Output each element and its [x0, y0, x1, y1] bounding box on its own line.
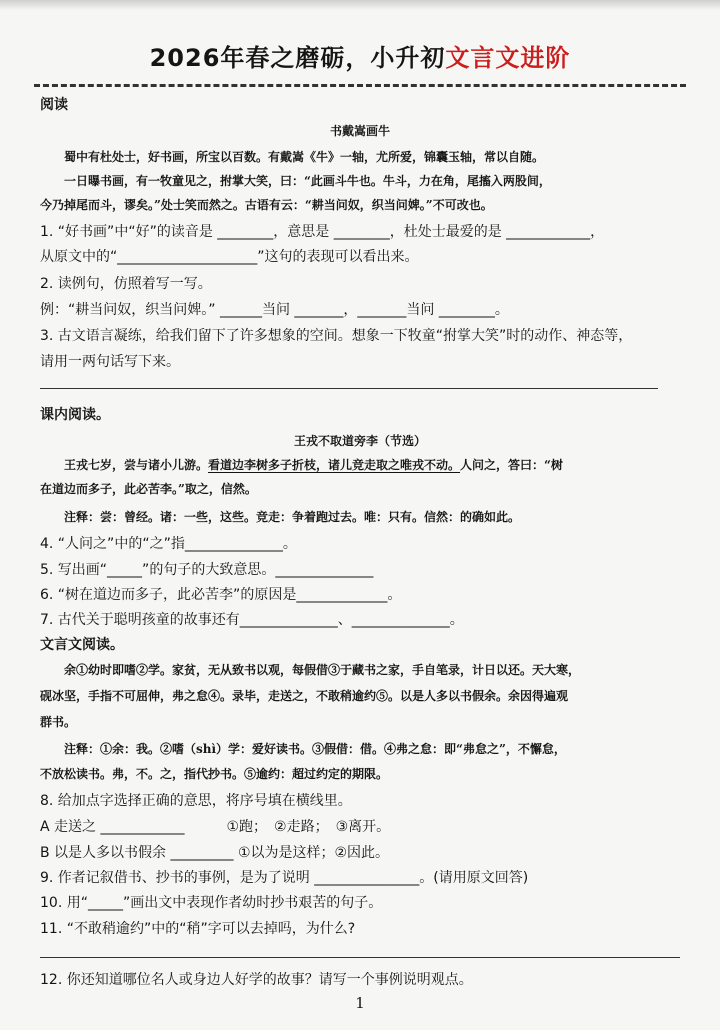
- question-line: 9. 作者记叙借书、抄书的事例，是为了说明 _______________。(请用原文回答): [40, 870, 529, 886]
- page-top-shadow: [0, 0, 720, 10]
- question-line: A 走送之 ____________ ①跑； ②走路； ③离开。: [40, 819, 391, 835]
- passage-line: 群书。: [40, 715, 77, 729]
- title-highlight: 文言文进阶: [445, 44, 571, 72]
- title-prefix: 2026年春之磨砺，小升初: [149, 44, 446, 72]
- question-line: 3. 古文语言凝练，给我们留下了许多想象的空间。想象一下牧童“拊掌大笑”时的动作、神态等，: [40, 328, 633, 344]
- question-line: 12. 你还知道哪位名人或身边人好学的故事？请写一个事例说明观点。: [40, 972, 473, 988]
- note-line: 注释：①余：我。②嗜（shì）学：爱好读书。③假借：借。④弗之怠：即“弗怠之”，不懈怠，: [40, 742, 566, 756]
- section-heading-classical-reading: 文言文阅读。: [40, 637, 124, 653]
- question-line: 10. 用“_____”画出文中表现作者幼时抄书艰苦的句子。: [40, 895, 383, 911]
- question-line: 6. “树在道边而多子，此必苦李”的原因是_____________。: [40, 587, 402, 603]
- passage-line: 一日曝书画，有一牧童见之，拊掌大笑，曰：“此画斗牛也。牛斗，力在角，尾搐入两股间，: [40, 174, 551, 188]
- question-line: 8. 给加点字选择正确的意思，将序号填在横线里。: [40, 793, 352, 809]
- passage-title-wang-rong: 王戎不取道旁李（节选）: [293, 434, 426, 448]
- question-line: 1. “好书画”中“好”的读音是 ________，意思是 ________，杜处士最爱的是 ____________，: [40, 224, 605, 240]
- question-line: 4. “人问之”中的“之”指______________。: [40, 536, 297, 552]
- section-heading-reading: 阅读: [40, 97, 68, 113]
- answer-line: [40, 957, 680, 958]
- question-line: 从原文中的“____________________”这句的表现可以看出来。: [40, 249, 419, 265]
- question-line: 2. 读例句，仿照着写一写。: [40, 276, 212, 292]
- passage-line: 今乃掉尾而斗，谬矣。”处士笑而然之。古语有云：“耕当问奴，织当问婢。”不可改也。: [40, 198, 493, 212]
- passage-line: 砚冰坚，手指不可屈伸，弗之怠④。录毕，走送之，不敢稍逾约⑤。以是人多以书假余。余因得遍观: [40, 689, 569, 703]
- answer-line: [40, 388, 658, 389]
- question-line: 例：“耕当问奴，织当问婢。” ______当问 _______，_______当问 ________。: [40, 302, 509, 318]
- passage-segment: 人问之，答曰：“树: [460, 458, 563, 472]
- page-number: 1: [355, 994, 365, 1012]
- dashed-divider: [34, 84, 686, 87]
- passage-line: [40, 456, 690, 473]
- note-line: 注释：尝：曾经。诸：一些，这些。竞走：争着跑过去。唯：只有。信然：的确如此。: [40, 510, 521, 524]
- question-line: 11. “不敢稍逾约”中的“稍”字可以去掉吗，为什么?: [40, 921, 356, 937]
- page-title: [0, 38, 720, 73]
- question-line: 请用一两句话写下来。: [40, 354, 180, 370]
- passage-line: 蜀中有杜处士，好书画，所宝以百数。有戴嵩《牛》一轴，尤所爱，锦囊玉轴，常以自随。: [40, 150, 545, 164]
- question-line: B 以是人多以书假余 _________ ①以为是这样；②因此。: [40, 845, 390, 861]
- passage-title-shu-dai-song: 书戴嵩画牛: [329, 124, 390, 138]
- passage-line: 余①幼时即嗜②学。家贫，无从致书以观，每假借③于藏书之家，手自笔录，计日以还。天大寒，: [40, 663, 581, 677]
- underlined-sentence: 看道边李树多子折枝，诸儿竞走取之唯戎不动。: [208, 458, 461, 472]
- passage-line: 在道边而多子，此必苦李。”取之，信然。: [40, 482, 257, 496]
- section-heading-in-class-reading: 课内阅读。: [40, 407, 110, 423]
- note-line: 不放松读书。弗，不。之，指代抄书。⑤逾约：超过约定的期限。: [40, 767, 389, 781]
- passage-segment: 王戎七岁，尝与诸小儿游。: [40, 458, 209, 472]
- question-line: 5. 写出画“_____”的句子的大致意思。______________: [40, 562, 374, 578]
- question-line: 7. 古代关于聪明孩童的故事还有______________、______________。: [40, 612, 464, 628]
